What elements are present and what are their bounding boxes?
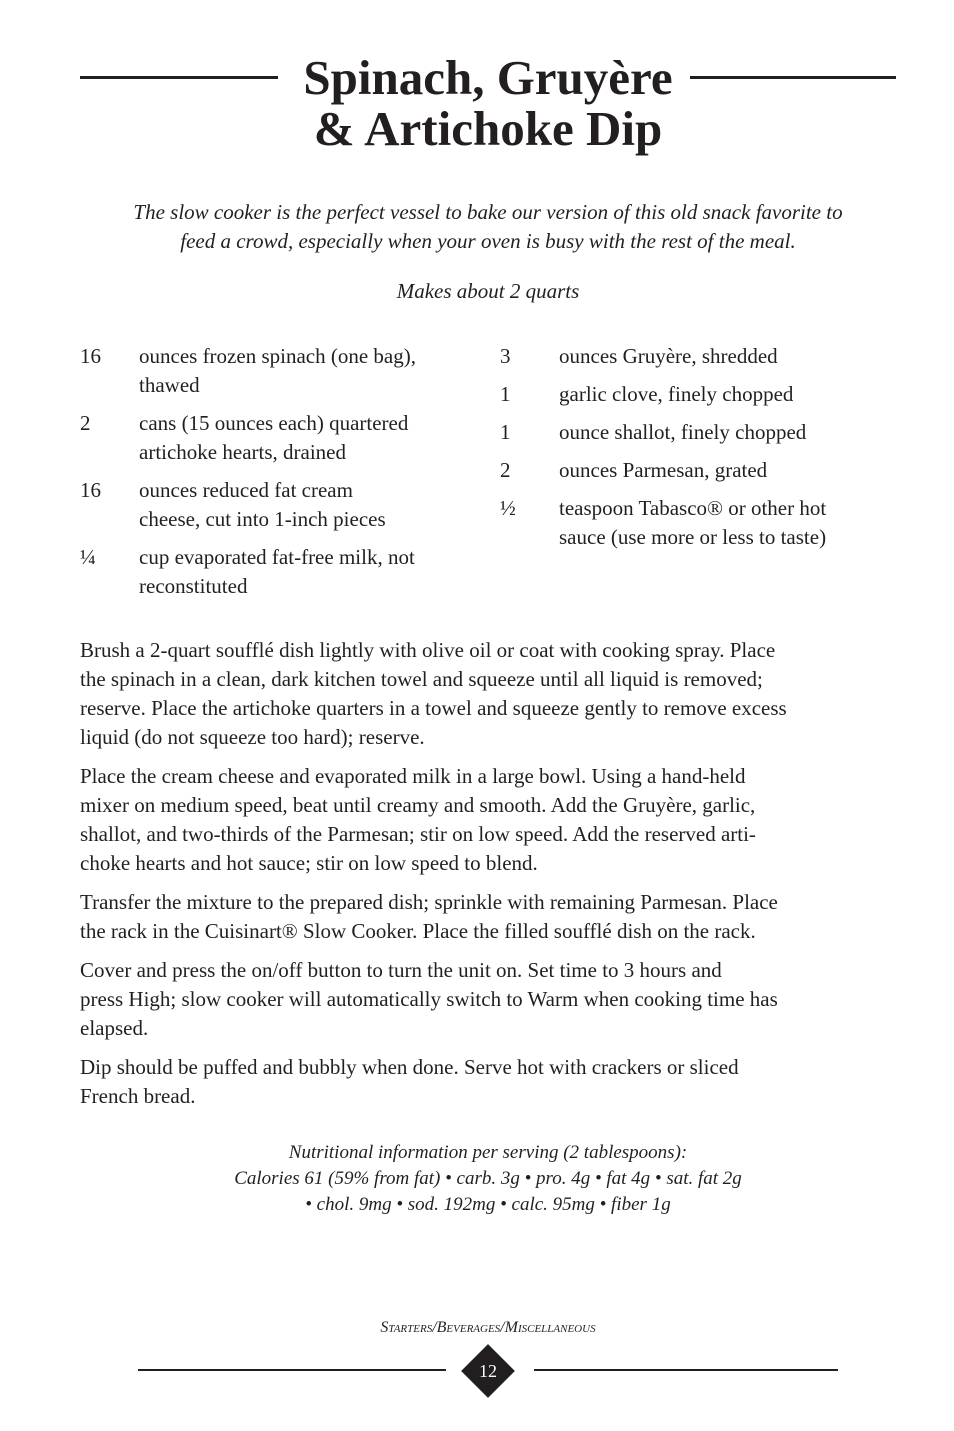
- ingredient-description: [559, 456, 900, 485]
- ingredient-quantity: 1: [500, 382, 511, 406]
- ingredient-line: teaspoon Tabasco® or other hot: [559, 496, 827, 520]
- ingredient-line: artichoke hearts, drained: [139, 440, 346, 464]
- ingredient-description: [559, 380, 900, 409]
- ingredient-item: [80, 476, 480, 534]
- method-line: Transfer the mixture to the prepared dish; sprinkle with remaining Parmesan. Place: [80, 890, 778, 914]
- footer-rule-right: [534, 1369, 838, 1371]
- ingredient-line: ounces Parmesan, grated: [559, 458, 768, 482]
- ingredient-item: [500, 494, 900, 552]
- recipe-intro-line-1: The slow cooker is the perfect vessel to bake our version of this old snack favorite to: [133, 200, 843, 224]
- method-line: liquid (do not squeeze too hard); reserve.: [80, 725, 425, 749]
- method-line: Cover and press the on/off button to turn the unit on. Set time to 3 hours and: [80, 958, 722, 982]
- method-paragraph: [80, 1053, 896, 1111]
- recipe-title-line-2: & Artichoke Dip: [313, 101, 663, 156]
- nutrition-line-1: Nutritional information per serving (2 tablespoons):: [288, 1142, 688, 1163]
- ingredient-item: [80, 342, 480, 400]
- ingredient-line: reconstituted: [139, 574, 248, 598]
- method-line: Brush a 2-quart soufflé dish lightly with olive oil or coat with cooking spray. Place: [80, 638, 776, 662]
- ingredient-description: [139, 409, 480, 467]
- method-line: Place the cream cheese and evaporated milk in a large bowl. Using a hand-held: [80, 764, 746, 788]
- ingredient-description: [139, 543, 480, 601]
- recipe-yield: Makes about 2 quarts: [396, 279, 580, 303]
- ingredient-quantity: ½: [500, 496, 516, 520]
- ingredient-item: [500, 418, 900, 447]
- recipe-intro: [80, 198, 896, 256]
- ingredient-quantity: 16: [80, 478, 101, 502]
- ingredient-quantity: 2: [500, 458, 511, 482]
- method-line: press High; slow cooker will automatically switch to Warm when cooking time has: [80, 987, 778, 1011]
- section-label: Starters/Beverages/Miscellaneous: [380, 1319, 596, 1336]
- method-paragraph: [80, 636, 896, 752]
- ingredient-quantity: 3: [500, 344, 511, 368]
- nutrition-info: [80, 1140, 896, 1218]
- ingredient-description: [559, 494, 900, 552]
- ingredient-item: [500, 380, 900, 409]
- method-line: French bread.: [80, 1084, 196, 1108]
- title-block: [80, 52, 896, 156]
- method-line: choke hearts and hot sauce; stir on low speed to blend.: [80, 851, 538, 875]
- method-instructions: [80, 636, 896, 1121]
- recipe-title-line-1: Spinach, Gruyère: [303, 50, 673, 105]
- ingredient-line: sauce (use more or less to taste): [559, 525, 827, 549]
- ingredient-item: [80, 543, 480, 601]
- ingredient-line: cans (15 ounces each) quartered: [139, 411, 409, 435]
- ingredient-description: [139, 476, 480, 534]
- recipe-title: [80, 52, 896, 154]
- method-line: Dip should be puffed and bubbly when done. Serve hot with crackers or sliced: [80, 1055, 739, 1079]
- ingredient-item: [80, 409, 480, 467]
- ingredient-quantity: 1: [500, 420, 511, 444]
- footer-rule-left: [138, 1369, 446, 1371]
- method-paragraph: [80, 762, 896, 878]
- ingredient-line: thawed: [139, 373, 200, 397]
- ingredient-line: cup evaporated fat-free milk, not: [139, 545, 415, 569]
- ingredient-description: [559, 342, 900, 371]
- method-paragraph: [80, 956, 896, 1043]
- ingredient-line: ounce shallot, finely chopped: [559, 420, 807, 444]
- method-paragraph: [80, 888, 896, 946]
- ingredient-description: [559, 418, 900, 447]
- nutrition-line-2: Calories 61 (59% from fat) • carb. 3g • pro. 4g • fat 4g • sat. fat 2g: [234, 1168, 742, 1189]
- ingredient-line: ounces frozen spinach (one bag),: [139, 344, 416, 368]
- recipe-intro-line-2: feed a crowd, especially when your oven is busy with the rest of the meal.: [180, 229, 796, 253]
- ingredient-description: [139, 342, 480, 400]
- page-number: 12: [479, 1361, 497, 1381]
- method-line: the rack in the Cuisinart® Slow Cooker. Place the filled soufflé dish on the rack.: [80, 919, 756, 943]
- ingredient-quantity: ¼: [80, 545, 96, 569]
- method-line: the spinach in a clean, dark kitchen towel and squeeze until all liquid is removed;: [80, 667, 763, 691]
- ingredient-item: [500, 456, 900, 485]
- ingredient-line: ounces Gruyère, shredded: [559, 344, 778, 368]
- ingredient-item: [500, 342, 900, 371]
- method-line: shallot, and two-thirds of the Parmesan; stir on low speed. Add the reserved arti-: [80, 822, 756, 846]
- ingredients-left-column: [80, 342, 480, 610]
- method-line: mixer on medium speed, beat until creamy and smooth. Add the Gruyère, garlic,: [80, 793, 756, 817]
- ingredient-line: cheese, cut into 1-inch pieces: [139, 507, 386, 531]
- ingredient-line: ounces reduced fat cream: [139, 478, 353, 502]
- ingredient-line: garlic clove, finely chopped: [559, 382, 794, 406]
- ingredient-quantity: 2: [80, 411, 91, 435]
- nutrition-line-3: • chol. 9mg • sod. 192mg • calc. 95mg • fiber 1g: [305, 1194, 671, 1215]
- method-line: reserve. Place the artichoke quarters in a towel and squeeze gently to remove excess: [80, 696, 787, 720]
- ingredient-quantity: 16: [80, 344, 101, 368]
- method-line: elapsed.: [80, 1016, 149, 1040]
- ingredients-right-column: [500, 342, 900, 561]
